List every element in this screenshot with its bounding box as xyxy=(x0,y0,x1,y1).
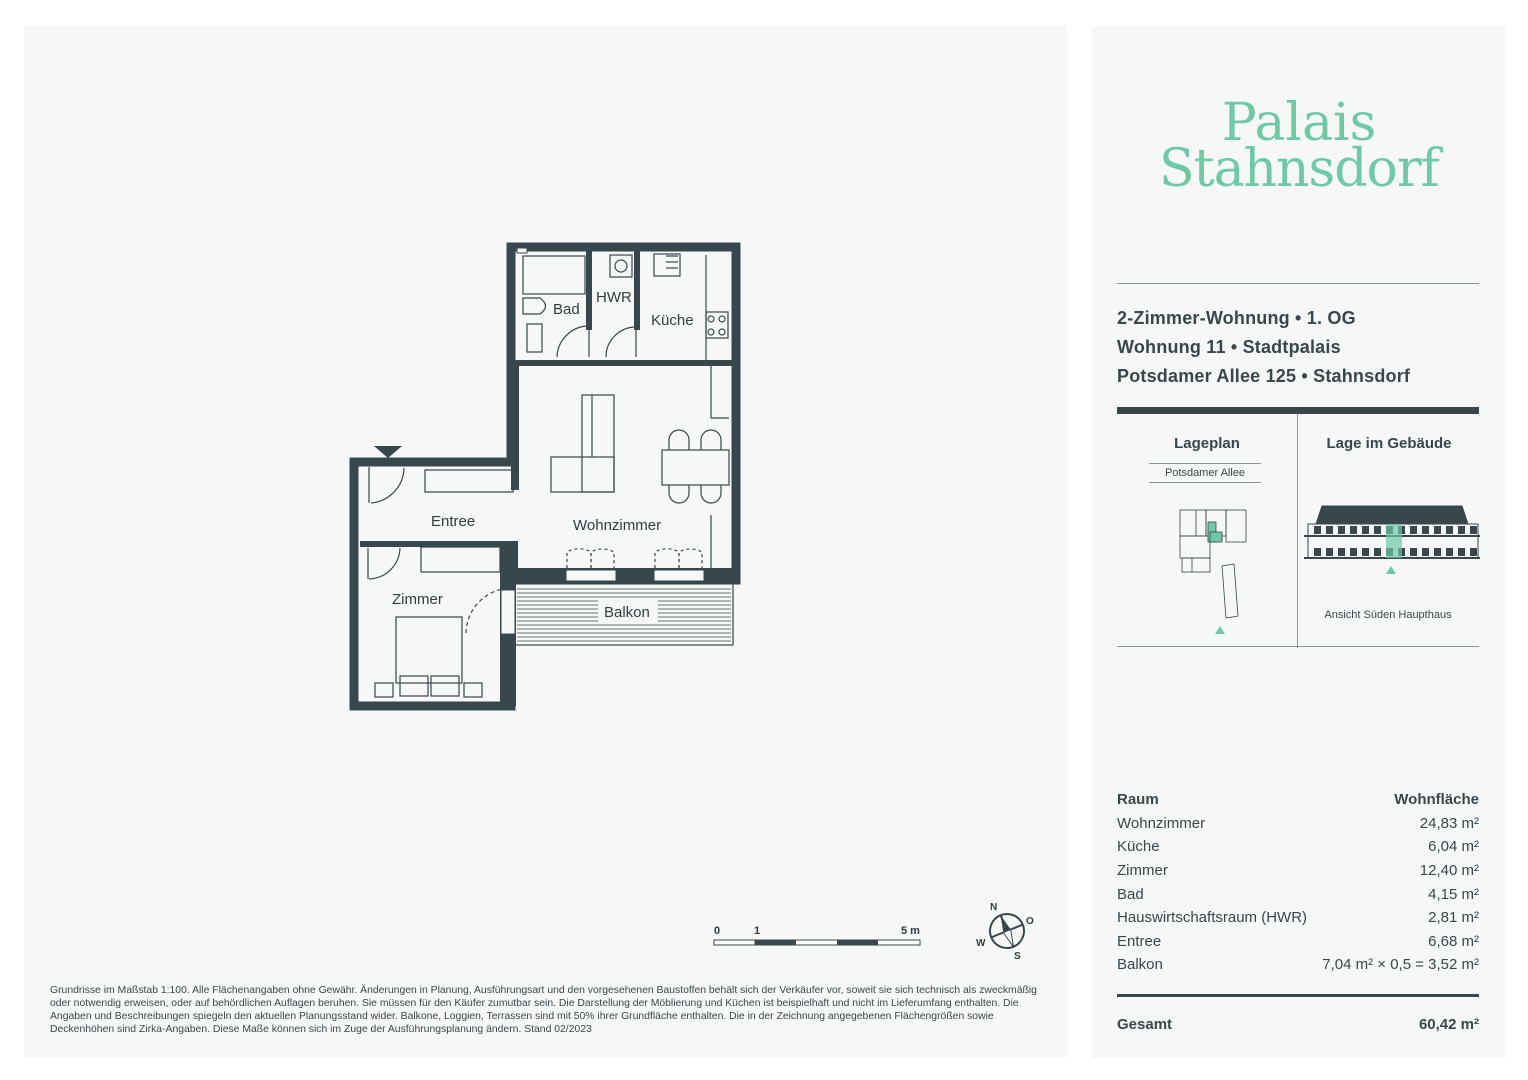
area-row-room: Balkon xyxy=(1117,956,1163,974)
area-row-room: Wohnzimmer xyxy=(1117,814,1206,832)
divider-thick xyxy=(1117,407,1479,414)
scale-label-5: 5 m xyxy=(901,925,920,937)
room-label-wohnzimmer: Wohnzimmer xyxy=(573,517,662,534)
apartment-number: Wohnung 11 • Stadtpalais xyxy=(1117,337,1341,357)
compass-n: N xyxy=(990,902,998,913)
area-row-value: 6,68 m² xyxy=(1428,932,1479,950)
apartment-type: 2-Zimmer-Wohnung • 1. OG xyxy=(1117,308,1356,328)
area-table-header xyxy=(1117,788,1479,812)
area-row-value: 2,81 m² xyxy=(1428,909,1479,927)
area-row xyxy=(1117,859,1479,883)
info-panel xyxy=(1092,26,1505,1058)
area-total-row xyxy=(1117,1016,1479,1033)
logo-line-2: Stahnsdorf xyxy=(1159,139,1439,199)
header-room: Raum xyxy=(1117,791,1159,809)
compass-icon xyxy=(985,909,1029,953)
divider-vertical xyxy=(1297,414,1298,648)
floor-plan-panel xyxy=(24,26,1067,1058)
scale-label-0: 0 xyxy=(714,925,721,937)
area-row xyxy=(1117,930,1479,954)
total-value: 60,42 m² xyxy=(1418,1016,1479,1033)
scale-bar xyxy=(714,940,920,945)
logo-line-1: Palais xyxy=(1221,93,1377,153)
area-row xyxy=(1117,835,1479,859)
room-label-balkon: Balkon xyxy=(604,604,650,621)
area-row xyxy=(1117,812,1479,836)
building-elevation-icon xyxy=(1302,496,1482,586)
lageplan-heading: Lageplan xyxy=(1174,435,1240,452)
area-row-room: Hauswirtschaftsraum (HWR) xyxy=(1117,909,1308,927)
header-area: Wohnfläche xyxy=(1394,791,1479,809)
gebaeude-caption: Ansicht Süden Haupthaus xyxy=(1324,609,1452,621)
area-row-value: 6,04 m² xyxy=(1428,838,1479,856)
floor-plan xyxy=(24,26,1067,1058)
area-row-room: Entree xyxy=(1117,932,1162,950)
disclaimer-text: Grundrisse im Maßstab 1:100. Alle Flächenangaben ohne Gewähr. Änderungen in Planung, Ausführungsart und den vorgesehenen Baustoffen behält sich der Verkäufer vor, soweit sie sich technisch als zweckmäßig oder notwendig erweisen, oder auf behördlichen Auflagen beruhen. Sie müssen für den Käufer zumutbar sein. Die Darstellung der Möblierung und Küchen ist beispielhaft und nicht im Lieferumfang enthalten. Die Angaben und Beschreibungen spiegeln den aktuellen Planungsstand wider. Balkone, Loggien, Terrassen sind mit 50% ihrer Grundfläche enthalten. Die in der Zeichnung angegebenen Flächengrößen sowie Deckenhöhen sind Zirka-Angaben. Diese Maße können sich im Zuge der Ausführungsplanung ändern. Stand 02/2023 xyxy=(50,985,1037,1035)
room-label-hwr: HWR xyxy=(596,289,632,306)
area-row-value: 4,15 m² xyxy=(1428,885,1479,903)
scale-label-1: 1 xyxy=(754,925,761,937)
compass-o: O xyxy=(1026,916,1034,927)
entrance-marker xyxy=(374,446,402,458)
room-label-kueche: Küche xyxy=(651,312,694,329)
wall-fills xyxy=(360,360,736,706)
site-plan-icon xyxy=(1172,504,1272,644)
divider-total xyxy=(1117,994,1479,997)
room-label-zimmer: Zimmer xyxy=(392,591,443,608)
lageplan-street: Potsdamer Allee xyxy=(1149,463,1261,483)
palais-stahnsdorf-logo xyxy=(1154,93,1444,199)
gebaeude-heading: Lage im Gebäude xyxy=(1326,435,1452,452)
area-row xyxy=(1117,906,1479,930)
area-row-room: Bad xyxy=(1117,885,1144,903)
room-label-entree: Entree xyxy=(431,513,476,530)
total-label: Gesamt xyxy=(1117,1016,1173,1033)
divider xyxy=(1117,283,1479,284)
area-row-value: 7,04 m² × 0,5 = 3,52 m² xyxy=(1322,956,1479,974)
area-row xyxy=(1117,882,1479,906)
room-label-bad: Bad xyxy=(553,301,580,318)
area-row-room: Zimmer xyxy=(1117,862,1168,880)
area-row-value: 24,83 m² xyxy=(1419,814,1479,832)
compass-w: W xyxy=(976,938,986,949)
area-row-room: Küche xyxy=(1117,838,1160,856)
area-row xyxy=(1117,953,1479,977)
divider xyxy=(1117,646,1479,647)
area-table xyxy=(1117,788,1479,977)
apartment-address: Potsdamer Allee 125 • Stahnsdorf xyxy=(1117,366,1411,386)
compass-s: S xyxy=(1014,951,1021,962)
area-row-value: 12,40 m² xyxy=(1419,862,1479,880)
